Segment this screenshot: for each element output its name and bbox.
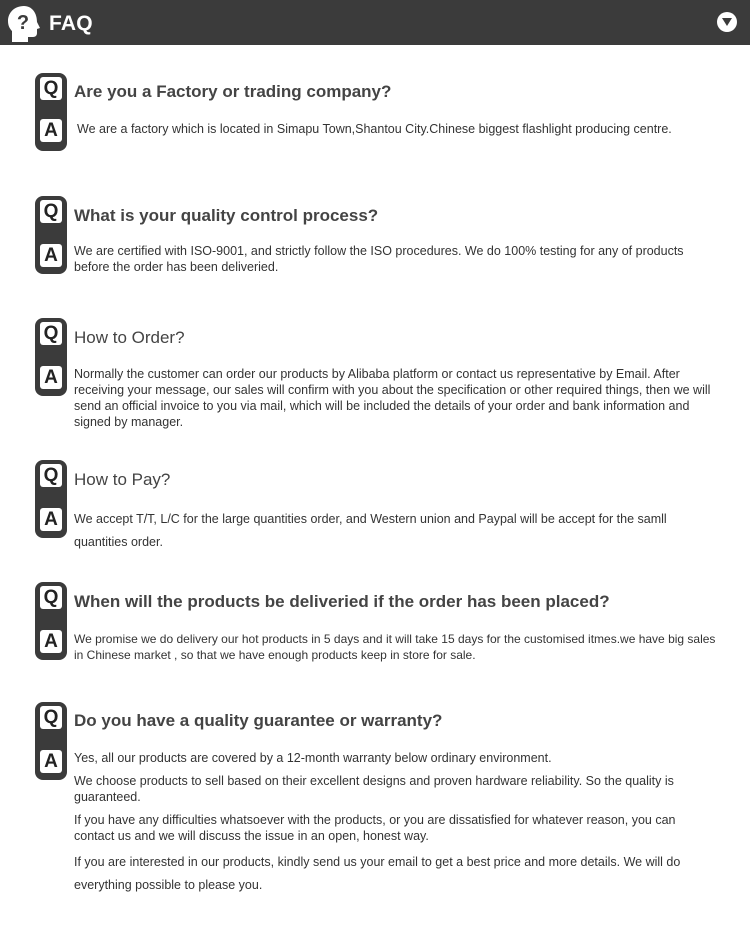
faq-question: Are you a Factory or trading company? (74, 82, 392, 101)
answer-text: Yes, all our products are covered by a 12-month warranty below ordinary environment. (74, 751, 552, 765)
page-title: FAQ (49, 12, 93, 35)
qa-badge (35, 318, 67, 396)
question-head-icon (6, 5, 42, 43)
faq-answer (74, 631, 719, 670)
collapse-toggle-button[interactable] (717, 12, 737, 32)
faq-question: What is your quality control process? (74, 206, 379, 225)
faq-question: When will the products be deliveried if the order has been placed? (74, 592, 610, 611)
faq-answer (74, 750, 719, 904)
faq-answer (74, 243, 719, 282)
faq-answer (74, 366, 719, 437)
answer-text: We are a factory which is located in Simapu Town,Shantou City.Chinese biggest flashlight producing centre. (77, 122, 672, 136)
answer-badge: A (40, 508, 62, 531)
question-badge: Q (40, 322, 62, 345)
answer-text: We choose products to sell based on their excellent designs and proven hardware reliability. So the quality is guaranteed. (74, 774, 674, 804)
answer-badge: A (40, 630, 62, 653)
answer-text: We promise we do delivery our hot products in 5 days and it will take 15 days for the customised itmes.we have big sales in Chinese market , so that we have enough products keep in store for sale. (74, 632, 716, 662)
question-badge: Q (40, 586, 62, 609)
question-badge: Q (40, 706, 62, 729)
answer-text: If you are interested in our products, kindly send us your email to get a best price and more details. We will do everything possible to please you. (74, 855, 681, 892)
qa-badge (35, 460, 67, 538)
answer-text: If you have any difficulties whatsoever with the products, or you are dissatisfied for whatever reason, you can contact us and we will discuss the issue in an open, honest way. (74, 813, 676, 843)
answer-text: We are certified with ISO-9001, and strictly follow the ISO procedures. We do 100% testing for any of products before the order has been deliveried. (74, 244, 684, 274)
faq-answer (74, 508, 719, 561)
faq-header (0, 0, 750, 45)
faq-question: How to Order? (74, 328, 185, 347)
answer-text: Normally the customer can order our products by Alibaba platform or contact us representative by Email. After receiving your message, our sales will confirm with you about the specification or other required things, then we will send an official invoice to you via mail, which will be included the details of your order and bank information and signed by manager. (74, 367, 711, 429)
chevron-down-icon (721, 17, 733, 27)
answer-badge: A (40, 750, 62, 773)
question-badge: Q (40, 77, 62, 100)
question-badge: Q (40, 200, 62, 223)
faq-question: How to Pay? (74, 470, 171, 489)
faq-answer (77, 121, 722, 144)
answer-badge: A (40, 119, 62, 142)
faq-question: Do you have a quality guarantee or warranty? (74, 711, 443, 730)
qa-badge (35, 196, 67, 274)
answer-badge: A (40, 366, 62, 389)
answer-text: We accept T/T, L/C for the large quantities order, and Western union and Paypal will be accept for the samll quantities order. (74, 512, 667, 549)
answer-badge: A (40, 244, 62, 267)
qa-badge (35, 702, 67, 780)
qa-badge (35, 73, 67, 151)
qa-badge (35, 582, 67, 660)
question-badge: Q (40, 464, 62, 487)
svg-text:?: ? (16, 12, 30, 34)
